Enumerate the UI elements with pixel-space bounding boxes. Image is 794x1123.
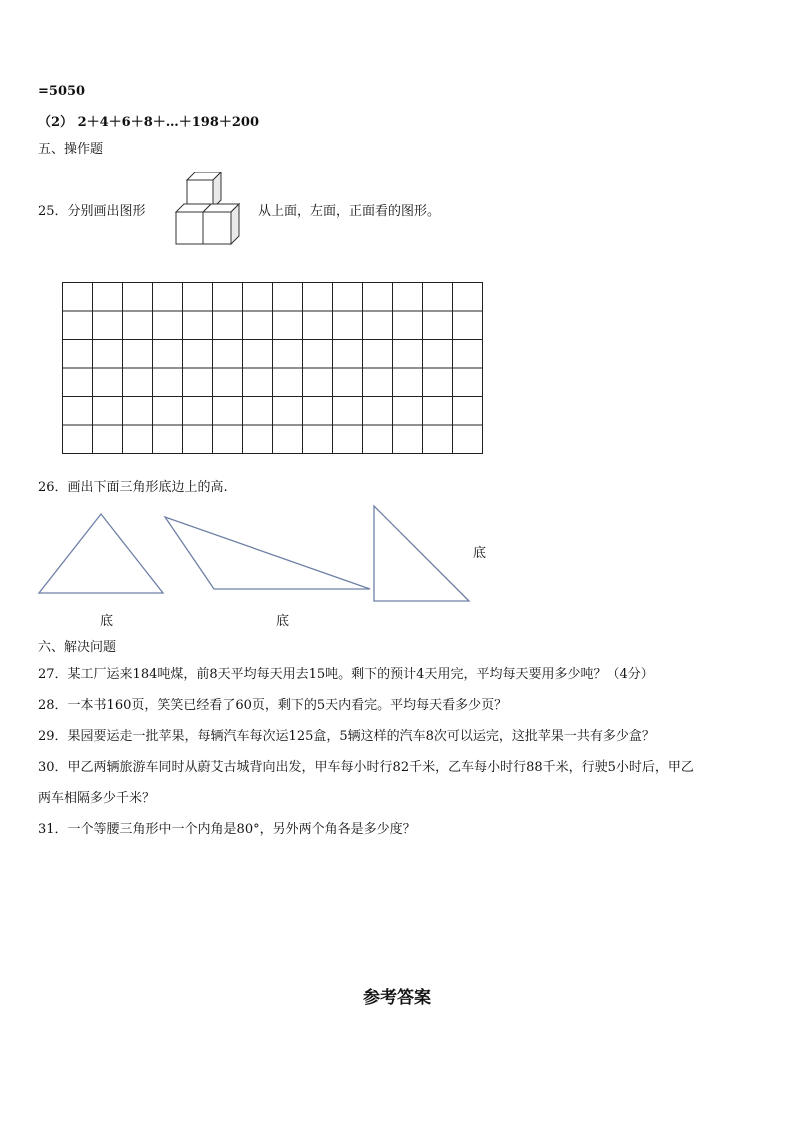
question-25-suffix: 从上面，左面，正面看的图形。 bbox=[258, 204, 441, 219]
base-label-obtuse-triangle: 底 bbox=[276, 614, 290, 629]
right-triangle bbox=[374, 506, 469, 601]
base-label-right-triangle: 底 bbox=[473, 546, 487, 561]
drawing-grid[interactable] bbox=[62, 282, 484, 456]
question-30-line-1: 30．甲乙两辆旅游车同时从蔚艾古城背向出发，甲车每小时行82千米，乙车每小时行88千米，行驶5小时后，甲乙 bbox=[38, 760, 694, 775]
section-5-heading: 五、操作题 bbox=[38, 142, 104, 157]
three-cube-figure bbox=[175, 172, 245, 246]
result-line: =5050 bbox=[38, 84, 86, 99]
section-6-heading: 六、解决问题 bbox=[38, 640, 117, 655]
question-26: 26．画出下面三角形底边上的高. bbox=[38, 480, 228, 495]
question-30-line-2: 两车相隔多少千米？ bbox=[38, 791, 156, 806]
answer-key-title: 参考答案 bbox=[363, 988, 431, 1008]
triangle-figures bbox=[30, 500, 480, 610]
question-27: 27．某工厂运来184吨煤，前8天平均每天用去15吨。剩下的预计4天用完，平均每天要用多少吨？（4分） bbox=[38, 667, 654, 682]
question-31: 31．一个等腰三角形中一个内角是80°，另外两个角各是多少度？ bbox=[38, 822, 416, 837]
sub-question-2: （2） 2＋4＋6＋8＋…＋198＋200 bbox=[38, 115, 260, 130]
acute-triangle bbox=[39, 514, 163, 593]
question-25-prefix: 25．分别画出图形 bbox=[38, 204, 146, 219]
question-28: 28．一本书160页，笑笑已经看了60页，剩下的5天内看完。平均每天看多少页？ bbox=[38, 698, 508, 713]
base-label-acute-triangle: 底 bbox=[100, 614, 114, 629]
question-29: 29．果园要运走一批苹果，每辆汽车每次运125盒，5辆这样的汽车8次可以运完，这批苹果一共有多少盒？ bbox=[38, 729, 655, 744]
obtuse-triangle bbox=[165, 517, 370, 589]
